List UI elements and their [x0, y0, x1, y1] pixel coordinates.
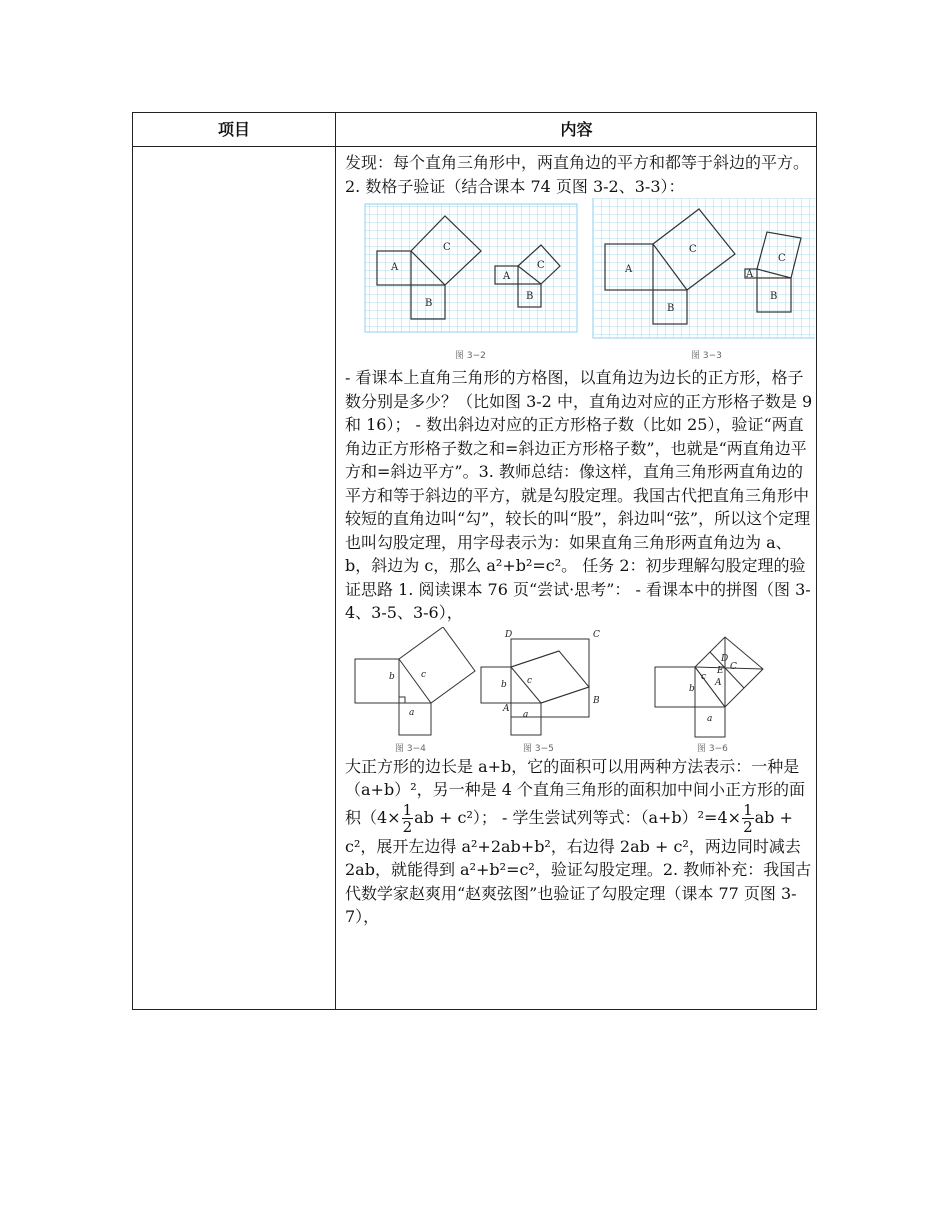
fig34-square-a	[399, 703, 431, 735]
fig36-label-b: b	[689, 683, 695, 694]
area-proof-text-3: ab + c²，展开左边得 a²+2ab+b²，右边得 2ab + c²，两边同时减去 2ab，就能得到 a²+b²=c²，验证勾股定理。2. 教师补充：我国古代数学家赵爽用“赵爽弦图”也验证了勾股定理（课本 77 页图 3-7），	[345, 807, 812, 926]
fraction-one-half-2	[742, 802, 754, 835]
fraction-numerator-2: 1	[743, 800, 753, 819]
paragraph-area-proof	[345, 755, 813, 929]
caption-fig-3-2: 图 3−2	[455, 351, 486, 361]
header-content: 内容	[560, 120, 593, 139]
fig36-label-c-point: C	[730, 661, 737, 672]
fig36-label-c: c	[701, 671, 707, 682]
fraction-numerator: 1	[402, 800, 413, 819]
fig36-label-e: E	[717, 665, 724, 676]
fig36-label-a-point: A	[715, 677, 722, 688]
caption-fig-3-5: 图 3−5	[523, 743, 554, 754]
label-a-small: A	[503, 271, 511, 282]
fraction-one-half	[402, 802, 414, 835]
fig35-label-b: b	[501, 679, 507, 690]
fig35-label-b-point: B	[593, 695, 600, 706]
paragraph-discovery: 发现：每个直角三角形中，两直角边的平方和都等于斜边的平方。2. 数格子验证（结合课本 74 页图 3-2、3-3）：	[345, 153, 810, 196]
fig35-label-d: D	[505, 629, 513, 640]
header-item: 项目	[217, 120, 250, 139]
fig35-label-a-point: A	[503, 703, 510, 714]
label-b-small: B	[526, 291, 534, 302]
fraction-denominator-2: 2	[743, 817, 753, 836]
label-b-right: B	[667, 303, 675, 314]
paragraph-grid-counting: - 看课本上直角三角形的方格图，以直角边为边长的正方形，格子数分别是多少？（比如图 3-2 中，直角边对应的正方形格子数是 9 和 16）； - 数出斜边对应的正方形格子数（比如 25），验证“两直角边正方形格子数之和=斜边正方形格子数”，也就是“两直角边平方和=斜边平方”。3. 教师总结：像这样，直角三角形两直角边的平方和等于斜边的平方，就是勾股定理。我国古代把直角三角形中较短的直角边叫“勾”，较长的叫“股”，斜边叫“弦”，所以这个定理也叫勾股定理，用字母表示为：如果直角三角形两直角边为 a、b，斜边为 c，那么 a²+b²=c²。 任务 2：初步理解勾股定理的验证思路 1. 阅读课本 76 页“尝试·思考”： - 看课本中的拼图（图 3-4、3-5、3-6），	[345, 368, 813, 622]
fig35-label-c: c	[527, 675, 533, 686]
area-proof-text-2: ab + c²）； - 学生尝试列等式：（a+b）²=4×	[414, 807, 742, 827]
caption-fig-3-3: 图 3−3	[691, 351, 722, 361]
label-c-right: C	[689, 244, 697, 255]
column-divider	[335, 113, 336, 1009]
fig35-big-square	[511, 639, 589, 717]
figure-puzzles	[345, 627, 815, 755]
fig34-label-b: b	[389, 671, 395, 682]
label-b-tiny: B	[770, 291, 778, 302]
fraction-denominator: 2	[402, 817, 413, 836]
content-cell	[345, 151, 813, 929]
fig34-right-angle	[399, 697, 405, 703]
label-a-tiny: A	[746, 269, 754, 280]
label-c-tiny: C	[778, 253, 786, 264]
figure-grid-squares	[345, 198, 815, 366]
label-c-small: C	[537, 260, 545, 271]
fig34-label-c: c	[421, 669, 427, 680]
fig34-square-c	[399, 627, 475, 703]
label-a-right: A	[625, 264, 633, 275]
fig34-label-a: a	[409, 707, 415, 718]
caption-fig-3-4: 图 3−4	[395, 743, 426, 754]
lesson-table	[132, 112, 817, 1010]
area-proof-text-1: 大正方形的边长是 a+b，它的面积可以用两种方法表示：一种是（a+b）²，另一种是 4 个直角三角形的面积加中间小正方形的面积（4×	[345, 756, 805, 827]
label-b-left: B	[425, 298, 433, 309]
header-divider	[133, 146, 816, 147]
fig35-tilted-square	[511, 651, 589, 703]
fig35-label-a: a	[523, 709, 529, 720]
fig36-label-d: D	[721, 653, 729, 664]
fig36-label-a: a	[707, 713, 713, 724]
caption-fig-3-6: 图 3−6	[697, 743, 728, 754]
label-c-left: C	[443, 242, 451, 253]
fig35-label-c-point: C	[593, 629, 600, 640]
label-a-left: A	[391, 262, 399, 273]
